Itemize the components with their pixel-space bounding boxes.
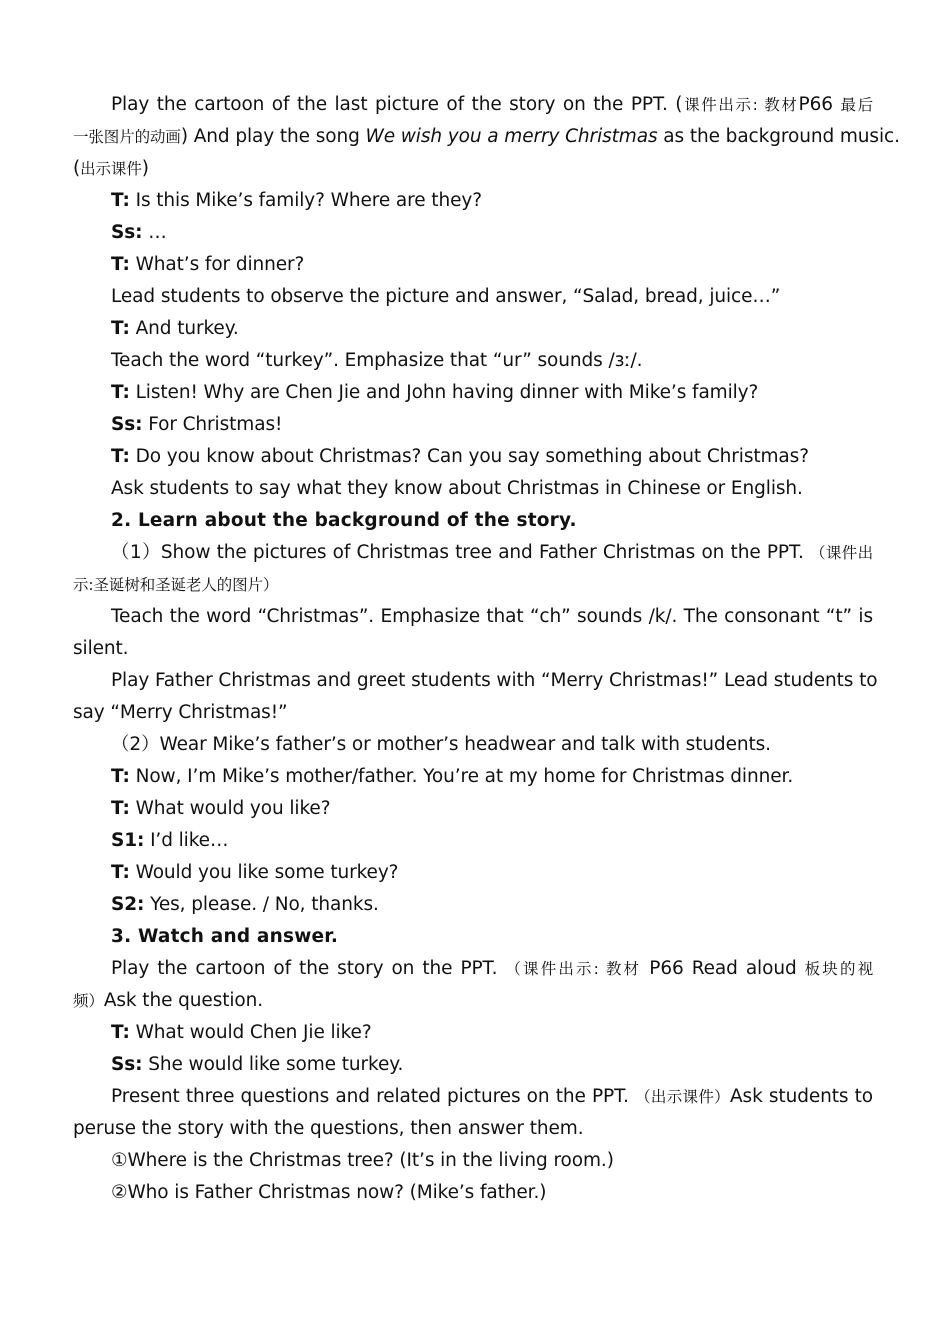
text-run: （2）Wear Mike’s father’s or mother’s headwear and talk with students.: [111, 734, 771, 755]
play-father-christmas-line-2: [73, 697, 873, 729]
dialogue-text: She would like some turkey.: [142, 1054, 404, 1075]
paragraph-intro-line-1: [73, 89, 873, 121]
text-run: Play the cartoon of the last picture of the story on the PPT. (: [111, 94, 683, 115]
dialogue-text: And turkey.: [129, 318, 239, 339]
chinese-text-run: 板块的视: [804, 960, 874, 978]
speaker-label: S2:: [111, 894, 145, 915]
text-run: as the background music.: [657, 126, 900, 147]
chinese-text-run: 最后: [840, 96, 873, 114]
dialogue-line: [73, 1049, 873, 1081]
instruction-text: Lead students to observe the picture and answer, “Salad, bread, juice…”: [111, 286, 781, 307]
speaker-label: T:: [111, 862, 130, 883]
chinese-text-run: 示:圣诞树和圣诞老人的图片）: [73, 576, 279, 594]
dialogue-text: For Christmas!: [142, 414, 283, 435]
text-run: peruse the story with the questions, then answer them.: [73, 1118, 584, 1139]
song-title: We wish you a merry Christmas: [365, 126, 658, 147]
speaker-label: T:: [111, 382, 130, 403]
speaker-label: T:: [111, 1022, 130, 1043]
speaker-label: S1:: [111, 830, 145, 851]
watch-line-1: [73, 953, 873, 985]
speaker-label: T:: [111, 190, 130, 211]
question-item-1: ①Where is the Christmas tree? (It’s in the living room.): [111, 1150, 614, 1171]
dialogue-line: [73, 185, 873, 217]
instruction-text: Teach the word “turkey”. Emphasize that “ur” sounds /ɜː/.: [111, 350, 643, 371]
speaker-label: T:: [111, 766, 130, 787]
dialogue-text: Listen! Why are Chen Jie and John having dinner with Mike’s family?: [129, 382, 759, 403]
speaker-label: Ss:: [111, 414, 143, 435]
dialogue-line: [73, 793, 873, 825]
dialogue-text: Now, I’m Mike’s mother/father. You’re at my home for Christmas dinner.: [129, 766, 794, 787]
text-run: Present three questions and related pictures on the PPT.: [111, 1086, 636, 1107]
chinese-text-run: 频）: [73, 992, 104, 1010]
dialogue-text: What would you like?: [129, 798, 331, 819]
instruction-line: [73, 281, 873, 313]
teach-christmas-line-1: [73, 601, 873, 633]
teach-christmas-line-2: [73, 633, 873, 665]
speaker-label: T:: [111, 318, 130, 339]
text-run: Ask the question.: [103, 990, 264, 1011]
dialogue-line: [73, 441, 873, 473]
text-run: ): [141, 158, 149, 179]
chinese-text-run: 一张图片的动画: [73, 128, 181, 146]
instruction-line: [73, 345, 873, 377]
text-run: P66 Read aloud: [641, 958, 805, 979]
dialogue-line: [73, 1017, 873, 1049]
speaker-label: Ss:: [111, 1054, 143, 1075]
dialogue-text: What’s for dinner?: [129, 254, 305, 275]
dialogue-line: [73, 313, 873, 345]
dialogue-line: [73, 761, 873, 793]
text-run: Play the cartoon of the story on the PPT.: [111, 958, 506, 979]
dialogue-line: [73, 857, 873, 889]
present-questions-line-2: [73, 1113, 873, 1145]
paragraph-intro-line-2: [73, 121, 900, 153]
dialogue-line: [73, 377, 873, 409]
text-run: P66: [798, 94, 841, 115]
step-1-line-1: [73, 537, 873, 569]
section-heading-3: 3. Watch and answer.: [111, 926, 339, 947]
text-run: (: [73, 158, 81, 179]
text-run: ) And play the song: [180, 126, 366, 147]
speaker-label: T:: [111, 446, 130, 467]
text-run: silent.: [73, 638, 129, 659]
document-body: [73, 89, 900, 1209]
dialogue-line: [73, 825, 873, 857]
speaker-label: T:: [111, 254, 130, 275]
chinese-text-run: （课件出: [810, 544, 873, 562]
dialogue-text: Would you like some turkey?: [129, 862, 399, 883]
chinese-text-run: 出示课件: [80, 160, 142, 178]
chinese-text-run: 课件出示: 教材: [682, 96, 799, 114]
text-run: say “Merry Christmas!”: [73, 702, 288, 723]
step-1-line-2: [73, 569, 873, 601]
section-heading-2: 2. Learn about the background of the story.: [111, 510, 577, 531]
dialogue-text: Is this Mike’s family? Where are they?: [129, 190, 482, 211]
play-father-christmas-line-1: [73, 665, 878, 697]
dialogue-text: Do you know about Christmas? Can you say something about Christmas?: [129, 446, 809, 467]
dialogue-line: [73, 249, 873, 281]
dialogue-line: [73, 409, 873, 441]
dialogue-line: [73, 889, 873, 921]
text-run: （1）Show the pictures of Christmas tree and Father Christmas on the PPT.: [111, 542, 810, 563]
text-run: Teach the word “Christmas”. Emphasize that “ch” sounds /k/. The consonant “t” is: [111, 606, 873, 627]
chinese-text-run: （课件出示: 教材: [505, 960, 642, 978]
speaker-label: T:: [111, 798, 130, 819]
instruction-line: [73, 473, 873, 505]
question-item-2: ②Who is Father Christmas now? (Mike’s father.): [111, 1182, 547, 1203]
instruction-text: Ask students to say what they know about Christmas in Chinese or English.: [111, 478, 803, 499]
dialogue-text: Yes, please. / No, thanks.: [144, 894, 379, 915]
dialogue-text: What would Chen Jie like?: [129, 1022, 372, 1043]
text-run: Play Father Christmas and greet students with “Merry Christmas!” Lead students to: [111, 670, 878, 691]
dialogue-text: I’d like…: [144, 830, 229, 851]
text-run: Ask students to: [729, 1086, 873, 1107]
watch-line-2: [73, 985, 873, 1017]
speaker-label: Ss:: [111, 222, 143, 243]
chinese-text-run: （出示课件）: [635, 1088, 730, 1106]
step-2-line: [73, 729, 873, 761]
present-questions-line-1: [73, 1081, 873, 1113]
dialogue-line: [73, 217, 873, 249]
dialogue-text: …: [142, 222, 167, 243]
paragraph-intro-line-3: [73, 153, 873, 185]
